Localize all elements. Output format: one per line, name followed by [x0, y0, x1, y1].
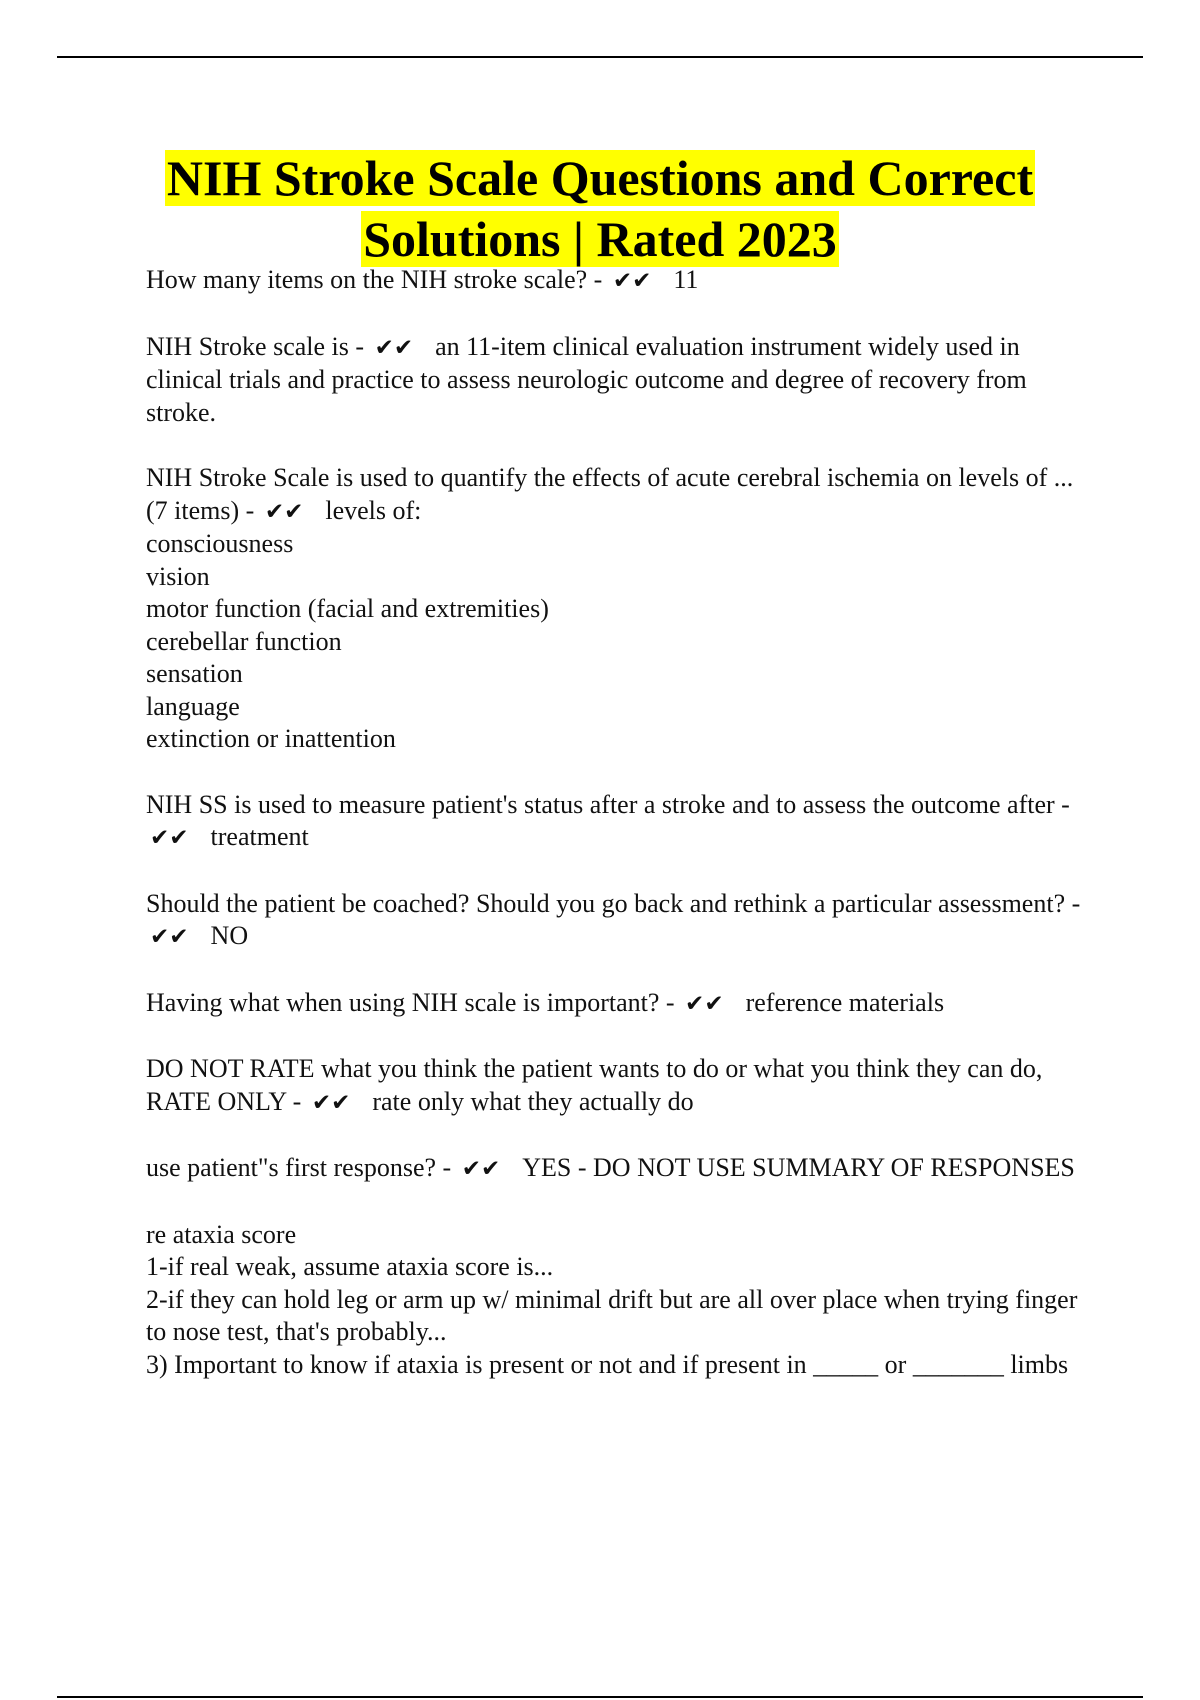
ataxia-item: 1-if real weak, assume ataxia score is...	[146, 1252, 554, 1281]
title-line-2: Solutions | Rated 2023	[363, 211, 837, 267]
ataxia-item: 2-if they can hold leg or arm up w/ minimal drift but are all over place when trying finger to nose test, that's probably...	[146, 1284, 1078, 1346]
qa-item	[146, 888, 1092, 954]
question-text: Having what when using NIH scale is important? -	[146, 987, 675, 1017]
double-check-icon: ✔✔	[311, 1089, 351, 1116]
double-check-icon: ✔✔	[374, 334, 414, 361]
answer-text: treatment	[210, 822, 309, 851]
question-text: How many items on the NIH stroke scale? -	[146, 265, 603, 294]
ataxia-item: 3) Important to know if ataxia is present or not and if present in _____ or _______ limbs	[146, 1349, 1069, 1379]
answer-text: 11	[673, 265, 699, 294]
qa-item	[146, 789, 1092, 855]
list-item: consciousness	[146, 529, 294, 558]
qa-item	[146, 1152, 1092, 1186]
question-text: NIH Stroke Scale is used to quantify the effects of acute cerebral ischemia on levels of ... (7 items) -	[146, 463, 1074, 525]
answer-text: NO	[210, 921, 249, 950]
document-body	[146, 264, 1092, 1414]
question-text: NIH Stroke scale is -	[146, 331, 365, 361]
bottom-rule	[57, 1696, 1143, 1698]
ataxia-heading: re ataxia score	[146, 1219, 297, 1249]
double-check-icon: ✔✔	[685, 990, 724, 1017]
qa-item	[146, 462, 1092, 756]
list-item: sensation	[146, 659, 243, 688]
list-item: language	[146, 691, 240, 721]
double-check-icon: ✔✔	[461, 1156, 501, 1182]
list-item: vision	[146, 561, 210, 591]
answer-text: YES - DO NOT USE SUMMARY OF RESPONSES	[522, 1153, 1075, 1182]
answer-text: rate only what they actually do	[372, 1086, 694, 1116]
list-item: motor function (facial and extremities)	[146, 594, 549, 623]
top-rule	[57, 56, 1143, 58]
question-text: DO NOT RATE what you think the patient wants to do or what you think they can do, RATE ONLY -	[146, 1054, 1043, 1116]
double-check-icon: ✔✔	[150, 924, 189, 950]
answer-text: levels of:	[325, 495, 422, 525]
qa-item	[146, 1053, 1092, 1119]
question-text: use patient"s first response? -	[146, 1153, 452, 1182]
qa-item	[146, 264, 1092, 298]
list-item: extinction or inattention	[146, 724, 396, 753]
list-item: cerebellar function	[146, 626, 342, 656]
ataxia-block	[146, 1219, 1092, 1382]
double-check-icon: ✔✔	[264, 498, 304, 525]
document-title	[100, 148, 1100, 270]
answer-text: reference materials	[745, 987, 945, 1017]
question-text: NIH SS is used to measure patient's status after a stroke and to assess the outcome after -	[146, 789, 1070, 819]
qa-item	[146, 331, 1092, 430]
double-check-icon: ✔✔	[150, 825, 189, 851]
answer-text: an 11-item clinical evaluation instrument widely used in clinical trials and practice to assess neurologic outcome and degree of recovery from stroke.	[146, 331, 1027, 427]
title-line-1: NIH Stroke Scale Questions and Correct	[166, 150, 1034, 206]
qa-item	[146, 987, 1092, 1021]
double-check-icon: ✔✔	[612, 268, 652, 294]
question-text: Should the patient be coached? Should you go back and rethink a particular assessment? -	[146, 888, 1081, 918]
